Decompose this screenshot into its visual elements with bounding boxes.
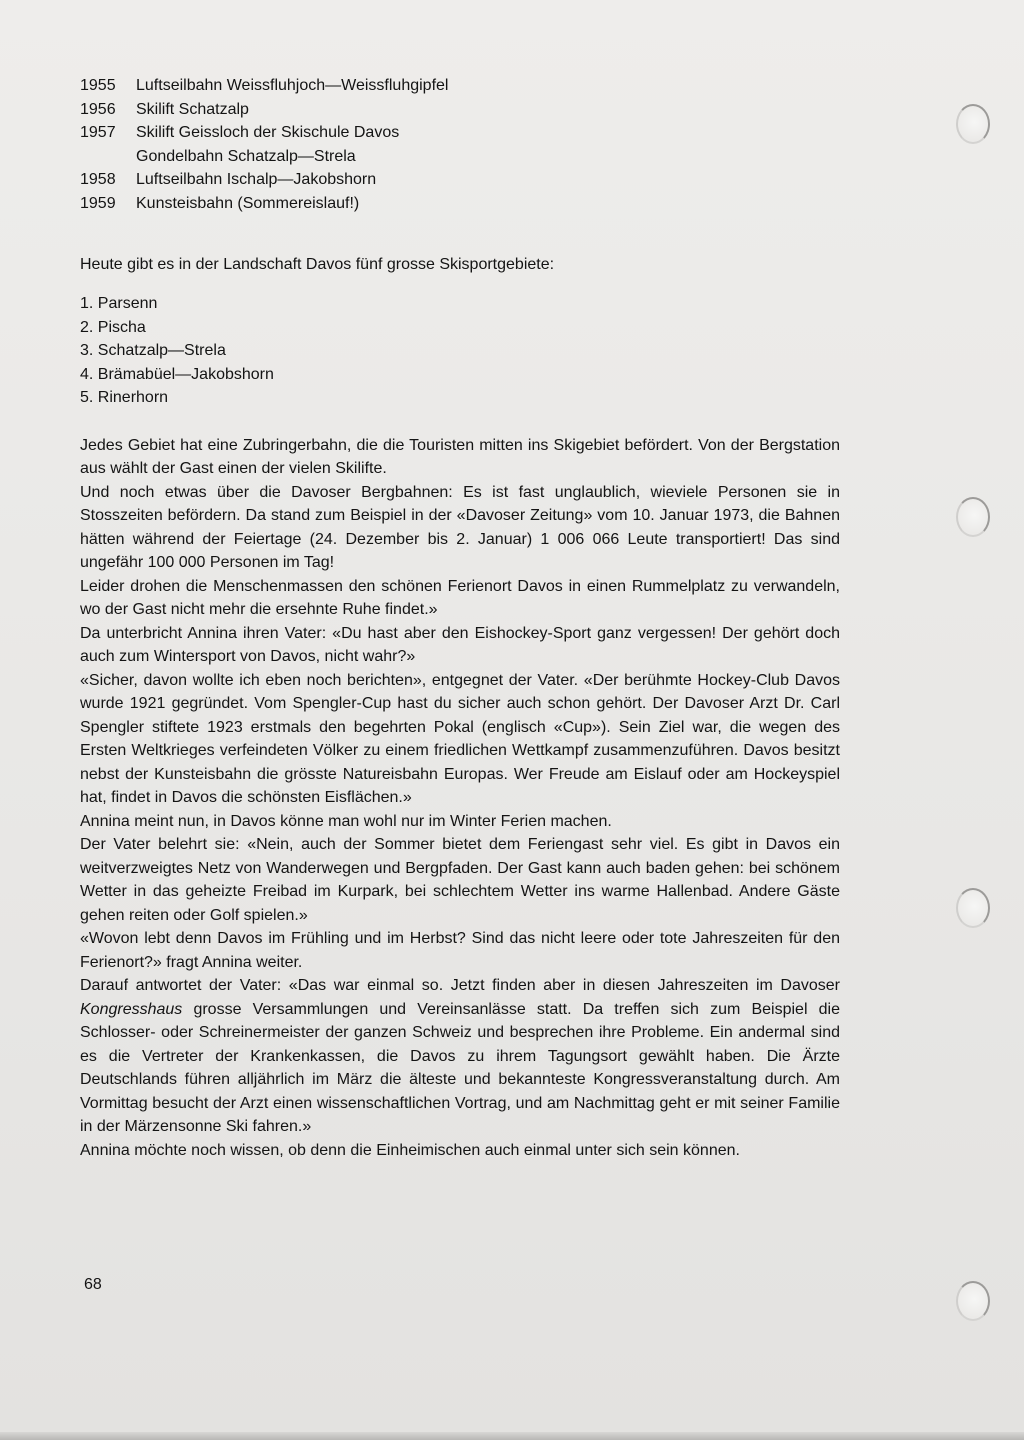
paragraph: «Sicher, davon wollte ich eben noch berichten», entgegnet der Vater. «Der berühmte Hockey-Club Davos wurde 1921 gegründet. Vom Spengler-Cup hast du sicher auch schon gehört. Der Davoser Arzt Dr. Carl Spengler stiftete 1923 erstmals den begehrten Pokal (englisch «Cup»). Sein Ziel war, die wegen des Ersten Weltkrieges verfeindeten Völker zu einem friedlichen Wettkampf zusammenzuführen. Davos besitzt nebst der Kunsteisbahn die grösste Natureisbahn Europas. Wer Freude am Eislauf oder am Hockeyspiel hat, findet in Davos die schönsten Eisflächen.» [80,671,840,806]
timeline-year: 1959 [80,194,116,212]
ski-area-item: 2. Pischa [80,318,146,336]
page-number: 68 [84,1276,102,1293]
closing-paragraph: Annina möchte noch wissen, ob denn die Einheimischen auch einmal unter sich sein können. [80,1141,740,1159]
page-bottom-edge [0,1432,1024,1440]
timeline-year: 1958 [80,171,116,188]
paragraph-kongress [80,974,840,1139]
paragraph: Der Vater belehrt sie: «Nein, auch der Sommer bietet dem Feriengast sehr viel. Es gibt in Davos ein weitverzweigtes Netz von Wanderwegen und Bergpfaden. Der Gast kann auch baden gehen: bei schönem Wetter in das geheizte Freibad im Kurpark, bei schlechtem Wetter ins warme Hallenbad. Andere Gäste gehen reiten oder Golf spielen.» [80,836,840,924]
timeline-row [80,145,840,169]
timeline-year: 1957 [80,124,116,141]
ski-area-item: 4. Brämabüel—Jakobshorn [80,365,274,383]
paragraph: Und noch etwas über die Davoser Bergbahnen: Es ist fast unglaublich, wieviele Personen sie in Stosszeiten befördern. Da stand zum Beispiel in der «Davoser Zeitung» vom 10. Januar 1973, die Bahnen hätten während der Feiertage (24. Dezember bis 2. Januar) 1 006 066 Leute transportiert! Das sind ungefähr 100 000 Personen im Tag! [80,483,840,571]
timeline-row [80,98,840,122]
timeline-text: Skilift Schatzalp [136,100,249,118]
timeline-row [80,168,840,192]
timeline-year: 1955 [80,77,116,94]
ski-areas-list [80,292,840,410]
punch-hole [956,1281,990,1321]
ski-area-item: 1. Parsenn [80,295,158,312]
timeline-year [80,145,136,169]
timeline-text: Kunsteisbahn (Sommereislauf!) [136,194,360,212]
punch-hole [956,888,990,928]
timeline-row [80,121,840,145]
ski-area-item: 3. Schatzalp—Strela [80,342,226,359]
timeline-row [80,74,840,98]
timeline-text: Luftseilbahn Ischalp—Jakobshorn [136,171,377,188]
kongress-text-after: grosse Versammlungen und Vereinsanlässe statt. Da treffen sich zum Beispiel die Schlosser- oder Schreinermeister der ganzen Schweiz und besprechen ihre Probleme. Ein andermal sind es die Vertreter der Krankenkassen, die Davos zu ihrem Tagungsort gewählt haben. Die Ärzte Deutschlands führen alljährlich im März die älteste und bekannteste Kongressveranstaltung durch. Am Vormittag besucht der Arzt einen wissenschaftlichen Vortrag, und am Nachmittag geht er mit seiner Familie in der Märzensonne Ski fahren.» [80,1000,840,1135]
timeline-year: 1956 [80,100,116,118]
punch-hole [956,497,990,537]
timeline-text: Gondelbahn Schatzalp—Strela [136,147,356,165]
punch-hole [956,104,990,144]
timeline-text: Skilift Geissloch der Skischule Davos [136,124,400,141]
paragraph: Leider drohen die Menschenmassen den schönen Ferienort Davos in einen Rummelplatz zu verwandeln, wo der Gast nicht mehr die ersehnte Ruhe findet.» [80,577,840,618]
paragraph: Annina meint nun, in Davos könne man wohl nur im Winter Ferien machen. [80,812,612,830]
paragraph: «Wovon lebt denn Davos im Frühling und im Herbst? Sind das nicht leere oder tote Jahreszeiten für den Ferienort?» fragt Annina weiter. [80,930,840,971]
kongress-text-before: Darauf antwortet der Vater: «Das war einmal so. Jetzt finden aber in diesen Jahreszeiten im Davoser [80,977,840,994]
body-text [80,434,840,1163]
intro-sentence: Heute gibt es in der Landschaft Davos fünf grosse Skisportgebiete: [80,256,555,273]
ski-area-item: 5. Rinerhorn [80,389,169,406]
page-content [80,74,840,1162]
timeline-list [80,74,840,215]
timeline-row [80,192,840,216]
paragraph: Jedes Gebiet hat eine Zubringerbahn, die die Touristen mitten ins Skigebiet befördert. Von der Bergstation aus wählt der Gast einen der vielen Skilifte. [80,436,840,477]
timeline-text: Luftseilbahn Weissfluhjoch—Weissfluhgipfel [136,77,449,94]
paragraph: Da unterbricht Annina ihren Vater: «Du hast aber den Eishockey-Sport ganz vergessen! Der gehört doch auch zum Wintersport von Davos, nicht wahr?» [80,624,840,665]
kongresshaus-italic: Kongresshaus [80,1000,183,1018]
